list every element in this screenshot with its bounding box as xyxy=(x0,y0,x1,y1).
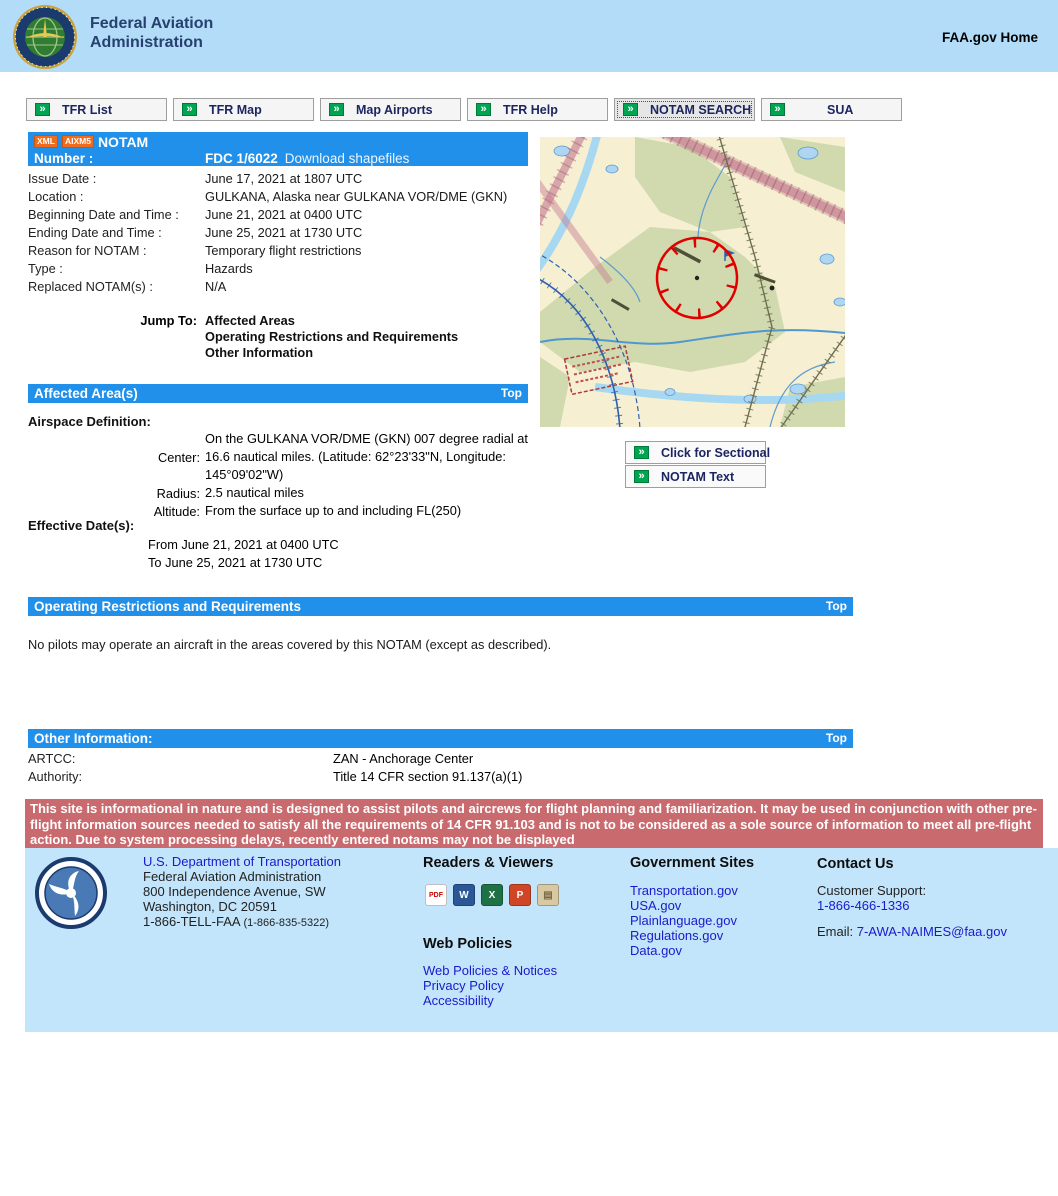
notam-number-label: Number : xyxy=(34,150,94,166)
sectional-map[interactable] xyxy=(540,137,845,427)
click-for-sectional-button[interactable]: » Click for Sectional xyxy=(625,441,766,464)
customer-support: Customer Support: 1-866-466-1336 xyxy=(817,883,927,913)
notam-number: FDC 1/6022 xyxy=(205,150,278,166)
plainlanguage-gov-link[interactable]: Plainlanguage.gov xyxy=(630,913,737,928)
map-buttons xyxy=(625,441,771,489)
authority-row: Authority: Title 14 CFR section 91.137(a)(1) xyxy=(28,768,523,784)
airspace-rows xyxy=(28,430,528,520)
top-header xyxy=(0,0,1058,72)
double-chevron-icon: » xyxy=(329,103,344,116)
jump-to-block xyxy=(28,313,528,361)
notam-title: NOTAM xyxy=(97,133,149,150)
double-chevron-icon: » xyxy=(623,103,638,116)
airspace-definition-heading: Airspace Definition: xyxy=(28,414,151,429)
footer xyxy=(25,848,1058,1032)
support-phone-link[interactable]: 1-866-466-1336 xyxy=(817,898,910,913)
double-chevron-icon: » xyxy=(35,103,50,116)
regulations-gov-link[interactable]: Regulations.gov xyxy=(630,928,724,943)
tab-tfr-help[interactable]: » TFR Help xyxy=(467,98,608,121)
nav-tabs xyxy=(26,98,902,121)
excel-icon[interactable]: X xyxy=(481,884,503,906)
disclaimer-banner: This site is informational in nature and is designed to assist pilots and aircrews for flight planning and familiarization. It may be used in conjunction with other pre-flight information sources needed to satisfy all the requirements of 14 CFR 91.103 and is not to be considered as a sole source of information to meet all pre-flight action. Due to system processing delays, recently entered notams may not be displayed xyxy=(25,799,1043,850)
double-chevron-icon: » xyxy=(634,470,649,483)
field-type: Type : Hazards xyxy=(28,260,253,276)
field-beginning: Beginning Date and Time : June 21, 2021 at 0400 UTC xyxy=(28,206,363,222)
double-chevron-icon: » xyxy=(182,103,197,116)
field-reason: Reason for NOTAM : Temporary flight restrictions xyxy=(28,242,362,258)
double-chevron-icon: » xyxy=(770,103,785,116)
pdf-icon[interactable]: PDF xyxy=(425,884,447,906)
tab-notam-search[interactable]: » NOTAM SEARCH xyxy=(614,98,755,121)
dot-link[interactable]: U.S. Department of Transportation xyxy=(143,854,341,869)
jump-link-operating-restrictions[interactable]: Operating Restrictions and Requirements xyxy=(205,329,459,344)
tab-map-airports[interactable]: » Map Airports xyxy=(320,98,461,121)
archive-icon[interactable]: ▤ xyxy=(537,884,559,906)
artcc-row: ARTCC: ZAN - Anchorage Center xyxy=(28,750,474,766)
tab-tfr-map[interactable]: » TFR Map xyxy=(173,98,314,121)
usa-gov-link[interactable]: USA.gov xyxy=(630,898,682,913)
radius-row: Radius: 2.5 nautical miles xyxy=(156,485,304,501)
government-sites-heading: Government Sites xyxy=(630,855,755,871)
jump-to-label: Jump To: xyxy=(140,313,197,328)
contact-us-heading: Contact Us xyxy=(817,856,894,872)
top-link[interactable]: Top xyxy=(825,731,847,745)
dot-logo xyxy=(35,857,107,934)
effective-dates-heading: Effective Date(s): xyxy=(28,518,135,533)
web-policies-notices-link[interactable]: Web Policies & Notices xyxy=(423,963,558,978)
privacy-policy-link[interactable]: Privacy Policy xyxy=(423,978,504,993)
email-link[interactable]: 7-AWA-NAIMES@faa.gov xyxy=(856,924,1007,939)
field-ending: Ending Date and Time : June 25, 2021 at 1730 UTC xyxy=(28,224,363,240)
web-policies-links xyxy=(423,963,557,1008)
web-policies-heading: Web Policies xyxy=(423,936,513,952)
jump-link-other-information[interactable]: Other Information xyxy=(205,345,314,360)
other-information-fields xyxy=(28,749,853,785)
tab-sua[interactable]: » SUA xyxy=(761,98,902,121)
double-chevron-icon: » xyxy=(476,103,491,116)
word-icon[interactable]: W xyxy=(453,884,475,906)
xml-badge[interactable]: XML xyxy=(34,135,58,148)
faa-home-link[interactable]: FAA.gov Home xyxy=(941,30,1038,45)
notam-fields xyxy=(28,169,528,295)
field-replaced: Replaced NOTAM(s) : N/A xyxy=(28,278,227,294)
field-issue-date: Issue Date : June 17, 2021 at 1807 UTC xyxy=(28,170,363,186)
powerpoint-icon[interactable]: P xyxy=(509,884,531,906)
affected-areas-bar: Affected Area(s) Top xyxy=(28,384,528,403)
content-panel xyxy=(0,72,1058,1196)
readers-viewers-heading: Readers & Viewers xyxy=(423,855,554,871)
faa-logo xyxy=(12,4,78,75)
download-shapefiles-link[interactable]: Download shapefiles xyxy=(284,150,410,166)
other-information-bar: Other Information: Top xyxy=(28,729,853,748)
agency-name: Federal Aviation Administration xyxy=(90,15,214,51)
operating-restrictions-bar: Operating Restrictions and Requirements Top xyxy=(28,597,853,616)
aixm5-badge[interactable]: AIXM5 xyxy=(62,135,94,148)
top-link[interactable]: Top xyxy=(500,386,522,400)
transportation-gov-link[interactable]: Transportation.gov xyxy=(630,883,738,898)
data-gov-link[interactable]: Data.gov xyxy=(630,943,683,958)
reader-icons xyxy=(425,884,559,906)
operating-restrictions-text: No pilots may operate an aircraft in the areas covered by this NOTAM (except as described). xyxy=(28,637,552,652)
footer-address: U.S. Department of Transportation Federal Aviation Administration 800 Independence Avenue, SW Washington, DC 20591 1-866-TELL-FAA (1-866-835-5322) xyxy=(143,854,341,929)
altitude-row: Altitude: From the surface up to and including FL(250) xyxy=(153,503,462,519)
notam-header-bar xyxy=(28,132,528,166)
top-link[interactable]: Top xyxy=(825,599,847,613)
government-sites-links xyxy=(630,883,738,958)
notam-text-button[interactable]: » NOTAM Text xyxy=(625,465,766,488)
field-location: Location : GULKANA, Alaska near GULKANA VOR/DME (GKN) xyxy=(28,188,508,204)
effective-dates: From June 21, 2021 at 0400 UTC To June 25, 2021 at 1730 UTC xyxy=(148,537,339,570)
center-row: Center: On the GULKANA VOR/DME (GKN) 007 degree radial at 16.6 nautical miles. (Latitude: 62°23'33"N, Longitude: 145°09'02"W) xyxy=(158,431,528,482)
jump-link-affected-areas[interactable]: Affected Areas xyxy=(205,313,295,328)
tab-tfr-list[interactable]: » TFR List xyxy=(26,98,167,121)
accessibility-link[interactable]: Accessibility xyxy=(423,993,494,1008)
double-chevron-icon: » xyxy=(634,446,649,459)
contact-email: Email: 7-AWA-NAIMES@faa.gov xyxy=(817,924,1007,939)
